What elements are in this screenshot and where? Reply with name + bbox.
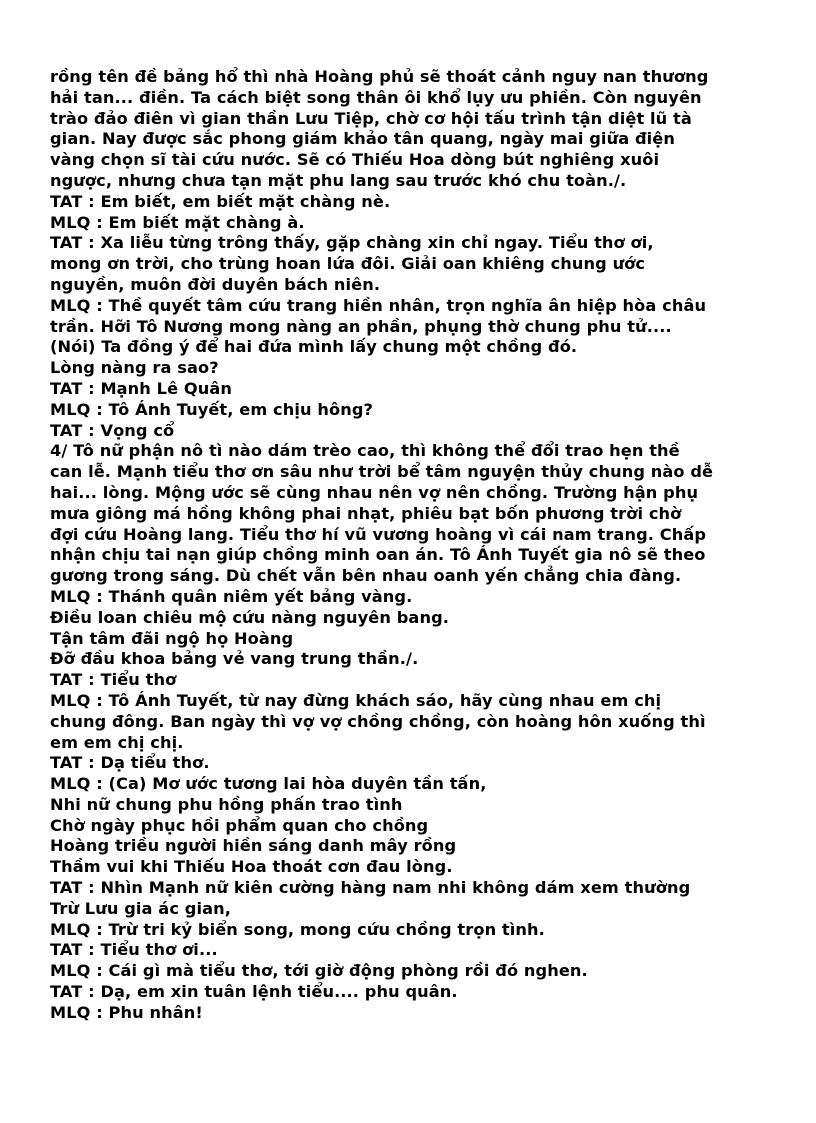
text-line: MLQ : Tô Ánh Tuyết, từ nay đừng khách sáo, hãy cùng nhau em chị <box>50 690 662 710</box>
text-line: Tận tâm đãi ngộ họ Hoàng <box>50 628 294 648</box>
text-line: vàng chọn sĩ tài cứu nước. Sẽ có Thiếu Hoa dòng bút nghiêng xuôi <box>50 150 660 170</box>
text-line: MLQ : Thánh quân niêm yết bảng vàng. <box>50 586 413 606</box>
text-line: TAT : Xa liễu từng trông thấy, gặp chàng xin chỉ ngay. Tiểu thơ ơi, <box>50 233 654 253</box>
text-line: hải tan... điền. Ta cách biệt song thân ôi khổ lụy ưu phiền. Còn nguyên <box>50 87 702 107</box>
text-line: hai... lòng. Mộng ước sẽ cùng nhau nên vợ nên chồng. Trường hận phụ <box>50 482 699 502</box>
text-line: TAT : Vọng cổ <box>50 420 175 440</box>
text-line: MLQ : Phu nhân! <box>50 1002 203 1022</box>
text-line: MLQ : (Ca) Mơ ước tương lai hòa duyên tần tấn, <box>50 774 487 794</box>
text-line: gian. Nay được sắc phong giám khảo tân quang, ngày mai giữa điện <box>50 129 676 149</box>
text-line: trần. Hỡi Tô Nương mong nàng an phần, phụng thờ chung phu tử.... <box>50 316 672 336</box>
text-line: ngược, nhưng chưa tạn mặt phu lang sau trước khó chu toàn./. <box>50 170 627 190</box>
text-line: can lễ. Mạnh tiểu thơ ơn sâu như trời bể tâm nguyện thủy chung nào dễ <box>50 462 714 482</box>
text-line: chung đông. Ban ngày thì vợ vợ chồng chồng, còn hoàng hôn xuống thì <box>50 711 706 731</box>
text-line: TAT : Tiểu thơ <box>50 670 177 690</box>
text-line: TAT : Em biết, em biết mặt chàng nè. <box>50 191 391 211</box>
text-line: TAT : Tiểu thơ ơi... <box>50 940 218 960</box>
document-page <box>50 67 790 1024</box>
text-line: Điều loan chiêu mộ cứu nàng nguyên bang. <box>50 607 450 627</box>
text-line: Thầm vui khi Thiếu Hoa thoát cơn đau lòng. <box>50 857 453 877</box>
text-line: Lòng nàng ra sao? <box>50 358 219 378</box>
text-line: MLQ : Tô Ánh Tuyết, em chịu hông? <box>50 399 374 419</box>
text-line: Nhi nữ chung phu hồng phấn trao tình <box>50 794 403 814</box>
text-line: MLQ : Trừ tri kỷ biển song, mong cứu chồng trọn tình. <box>50 919 545 939</box>
text-line: TAT : Dạ, em xin tuân lệnh tiểu.... phu quân. <box>50 982 458 1002</box>
text-line: MLQ : Em biết mặt chàng à. <box>50 212 305 232</box>
text-line: nguyền, muôn đời duyên bách niên. <box>50 274 381 294</box>
text-line: Đỡ đầu khoa bảng vẻ vang trung thần./. <box>50 649 419 669</box>
text-line: mưa giông má hồng không phai nhạt, phiêu bạt bốn phương trời chờ <box>50 503 682 523</box>
text-line: Trừ Lưu gia ác gian, <box>50 898 231 918</box>
text-line: em em chị chị. <box>50 732 184 752</box>
text-line: MLQ : Thề quyết tâm cứu trang hiền nhân, trọn nghĩa ân hiệp hòa châu <box>50 295 707 315</box>
text-line: mong ơn trời, cho trùng hoan lứa đôi. Giải oan khiêng chung ước <box>50 254 646 274</box>
text-line: TAT : Dạ tiểu thơ. <box>50 753 210 773</box>
text-line: 4/ Tô nữ phận nô tì nào dám trèo cao, thì không thể đổi trao hẹn thề <box>50 441 680 461</box>
text-line: gương trong sáng. Dù chết vẫn bên nhau oanh yến chẳng chia đàng. <box>50 566 682 586</box>
text-line: trào đảo điên vì gian thần Lưu Tiệp, chờ cơ hội tấu trình tận diệt lũ tà <box>50 108 692 128</box>
text-line: rồng tên đề bảng hổ thì nhà Hoàng phủ sẽ thoát cảnh nguy nan thương <box>50 67 709 86</box>
text-line: nhận chịu tai nạn giúp chồng minh oan án. Tô Ánh Tuyết gia nô sẽ theo <box>50 545 706 565</box>
text-line: TAT : Nhìn Mạnh nữ kiên cường hàng nam nhi không dám xem thường <box>50 878 691 898</box>
text-line: đợi cứu Hoàng lang. Tiểu thơ hí vũ vương hoàng vì cái nam trang. Chấp <box>50 524 707 544</box>
text-line: (Nói) Ta đồng ý để hai đứa mình lấy chung một chồng đó. <box>50 337 578 357</box>
text-line: TAT : Mạnh Lê Quân <box>50 378 233 398</box>
text-line: Hoàng triều người hiền sáng danh mây rồng <box>50 836 457 856</box>
text-line: MLQ : Cái gì mà tiểu thơ, tới giờ động phòng rồi đó nghen. <box>50 961 588 981</box>
text-line: Chờ ngày phục hồi phẩm quan cho chồng <box>50 815 429 835</box>
